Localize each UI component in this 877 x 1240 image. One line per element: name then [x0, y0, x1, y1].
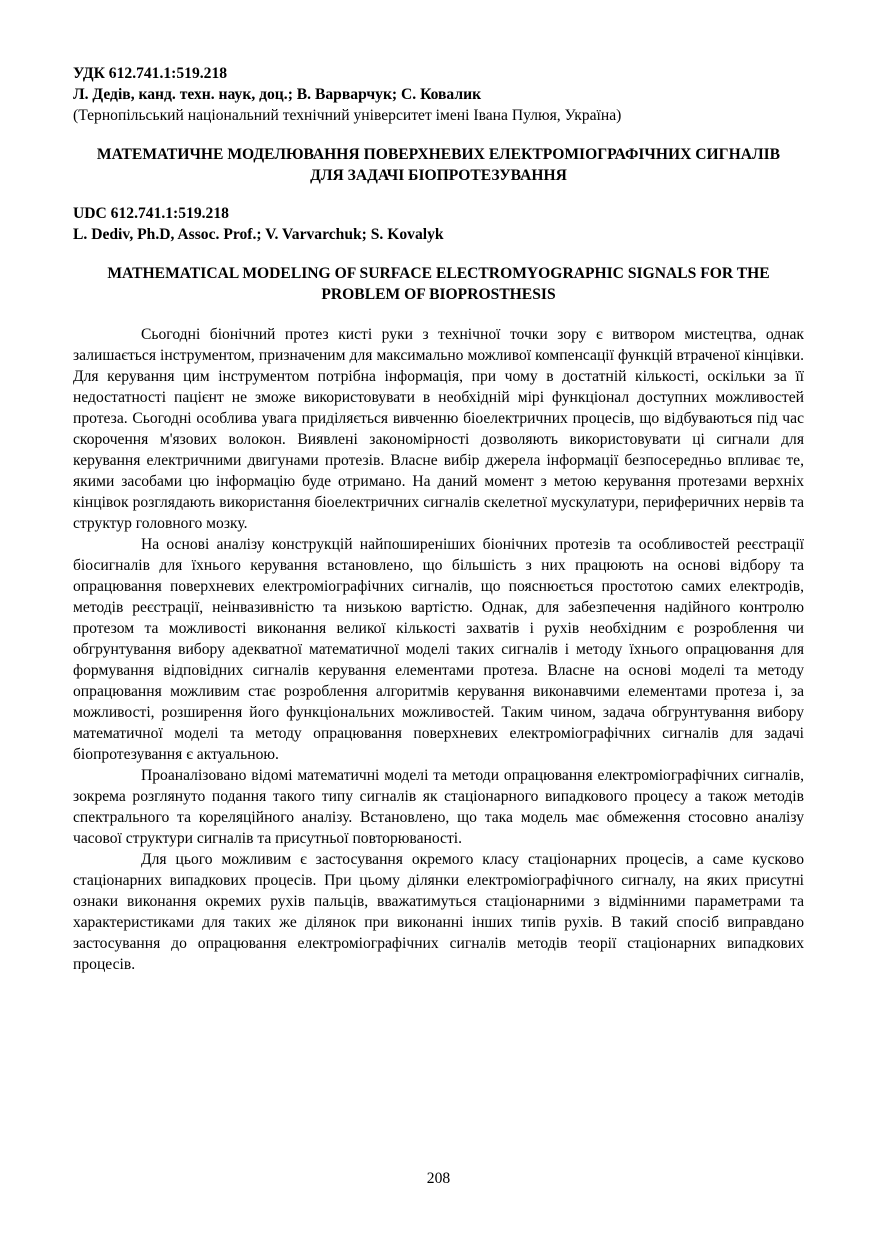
affiliation-ua: (Тернопільський національний технічний університет імені Івана Пулюя, Україна)	[73, 107, 622, 124]
page-content	[73, 63, 804, 975]
paragraph-3: Проаналізовано відомі математичні моделі та методи опрацювання електроміографічних сигналів, зокрема розглянуто подання такого типу сигналів як стаціонарного випадкового процесу а також методів спектрального та кореляційного аналізу. Встановлено, що така модель має обмеження стосовно аналізу часової структури сигналів та присутньої повторюваності.	[73, 767, 804, 847]
page-number: 208	[426, 1170, 451, 1187]
paragraph-2: На основі аналізу конструкцій найпоширеніших біонічних протезів та особливостей реєстрації біосигналів для їхнього керування встановлено, що більшість з них працюють на основі відбору та опрацювання поверхневих електроміографічних сигналів, що пояснюється простотою самих електродів, методів реєстрації, неінвазивністю та низькою вартістю. Однак, для забезпечення надійного контролю протезом та можливості виконання великої кількості захватів і рухів необхідним є розроблення чи обгрунтування вибору адекватної математичної моделі таких сигналів і методу їхнього опрацювання для формування відповідних сигналів керування елементами протеза. Власне на основі моделі та методу опрацювання можливим стає розроблення алгоритмів керування виконавчими елементами протеза і, за можливості, розширення його функціональних можливостей. Таким чином, задача обгрунтування вибору математичної моделі та методу опрацювання поверхневих електроміографічних сигналів для задачі біопротезування є актуальною.	[73, 536, 804, 763]
paragraph-4: Для цього можливим є застосування окремого класу стаціонарних процесів, а саме кусково стаціонарних випадкових процесів. При цьому ділянки електроміографічного сигналу, на яких присутні ознаки виконання окремих рухів пальців, вважатимуться стаціонарними з відмінними параметрами та характеристиками для таких же ділянок при виконанні інших типів рухів. В такий спосіб виправдано застосування до опрацювання електроміографічних сигналів методів теорії стаціонарних випадкових процесів.	[73, 851, 804, 973]
body-text	[73, 324, 804, 975]
paragraph-1: Сьогодні біонічний протез кисті руки з технічної точки зору є витвором мистецтва, однак залишається інструментом, призначеним для максимально можливої компенсації функцій втраченої кінцівки. Для керування цим інструментом потрібна інформація, при чому в достатній кількості, оскільки за її недостатності пацієнт не зможе використовувати в необхідній мірі функціонал доступних можливостей протеза. Сьогодні особлива увага приділяється вивченню біоелектричних процесів, що відбуваються під час скорочення м'язових волокон. Виявлені закономірності дозволяють використовувати ці сигнали для керування електричними двигунами протезів. Власне вибір джерела інформації безпосередньо впливає те, якими засобами цю інформацію буде отримано. На даний момент з метою керування протезами верхніх кінцівок розглядають використання біоелектричних сигналів скелетної мускулатури, периферичних нервів та структур головного мозку.	[73, 326, 804, 532]
spacer	[73, 305, 804, 324]
authors-ua: Л. Дедів, канд. техн. наук, доц.; В. Варварчук; С. Ковалик	[73, 86, 482, 103]
title-ua: МАТЕМАТИЧНЕ МОДЕЛЮВАННЯ ПОВЕРХНЕВИХ ЕЛЕКТРОМІОГРАФІЧНИХ СИГНАЛІВ ДЛЯ ЗАДАЧІ БІОПРОТЕЗУВАННЯ	[96, 146, 781, 184]
spacer	[73, 126, 804, 144]
authors-en: L. Dediv, Ph.D, Assoc. Prof.; V. Varvarchuk; S. Kovalyk	[73, 226, 444, 243]
spacer	[73, 186, 804, 203]
spacer	[73, 245, 804, 263]
udc-ua: УДК 612.741.1:519.218	[73, 65, 228, 82]
udc-en: UDC 612.741.1:519.218	[73, 205, 229, 222]
title-en: MATHEMATICAL MODELING OF SURFACE ELECTROMYOGRAPHIC SIGNALS FOR THE PROBLEM OF BIOPROSTHESIS	[107, 265, 770, 303]
